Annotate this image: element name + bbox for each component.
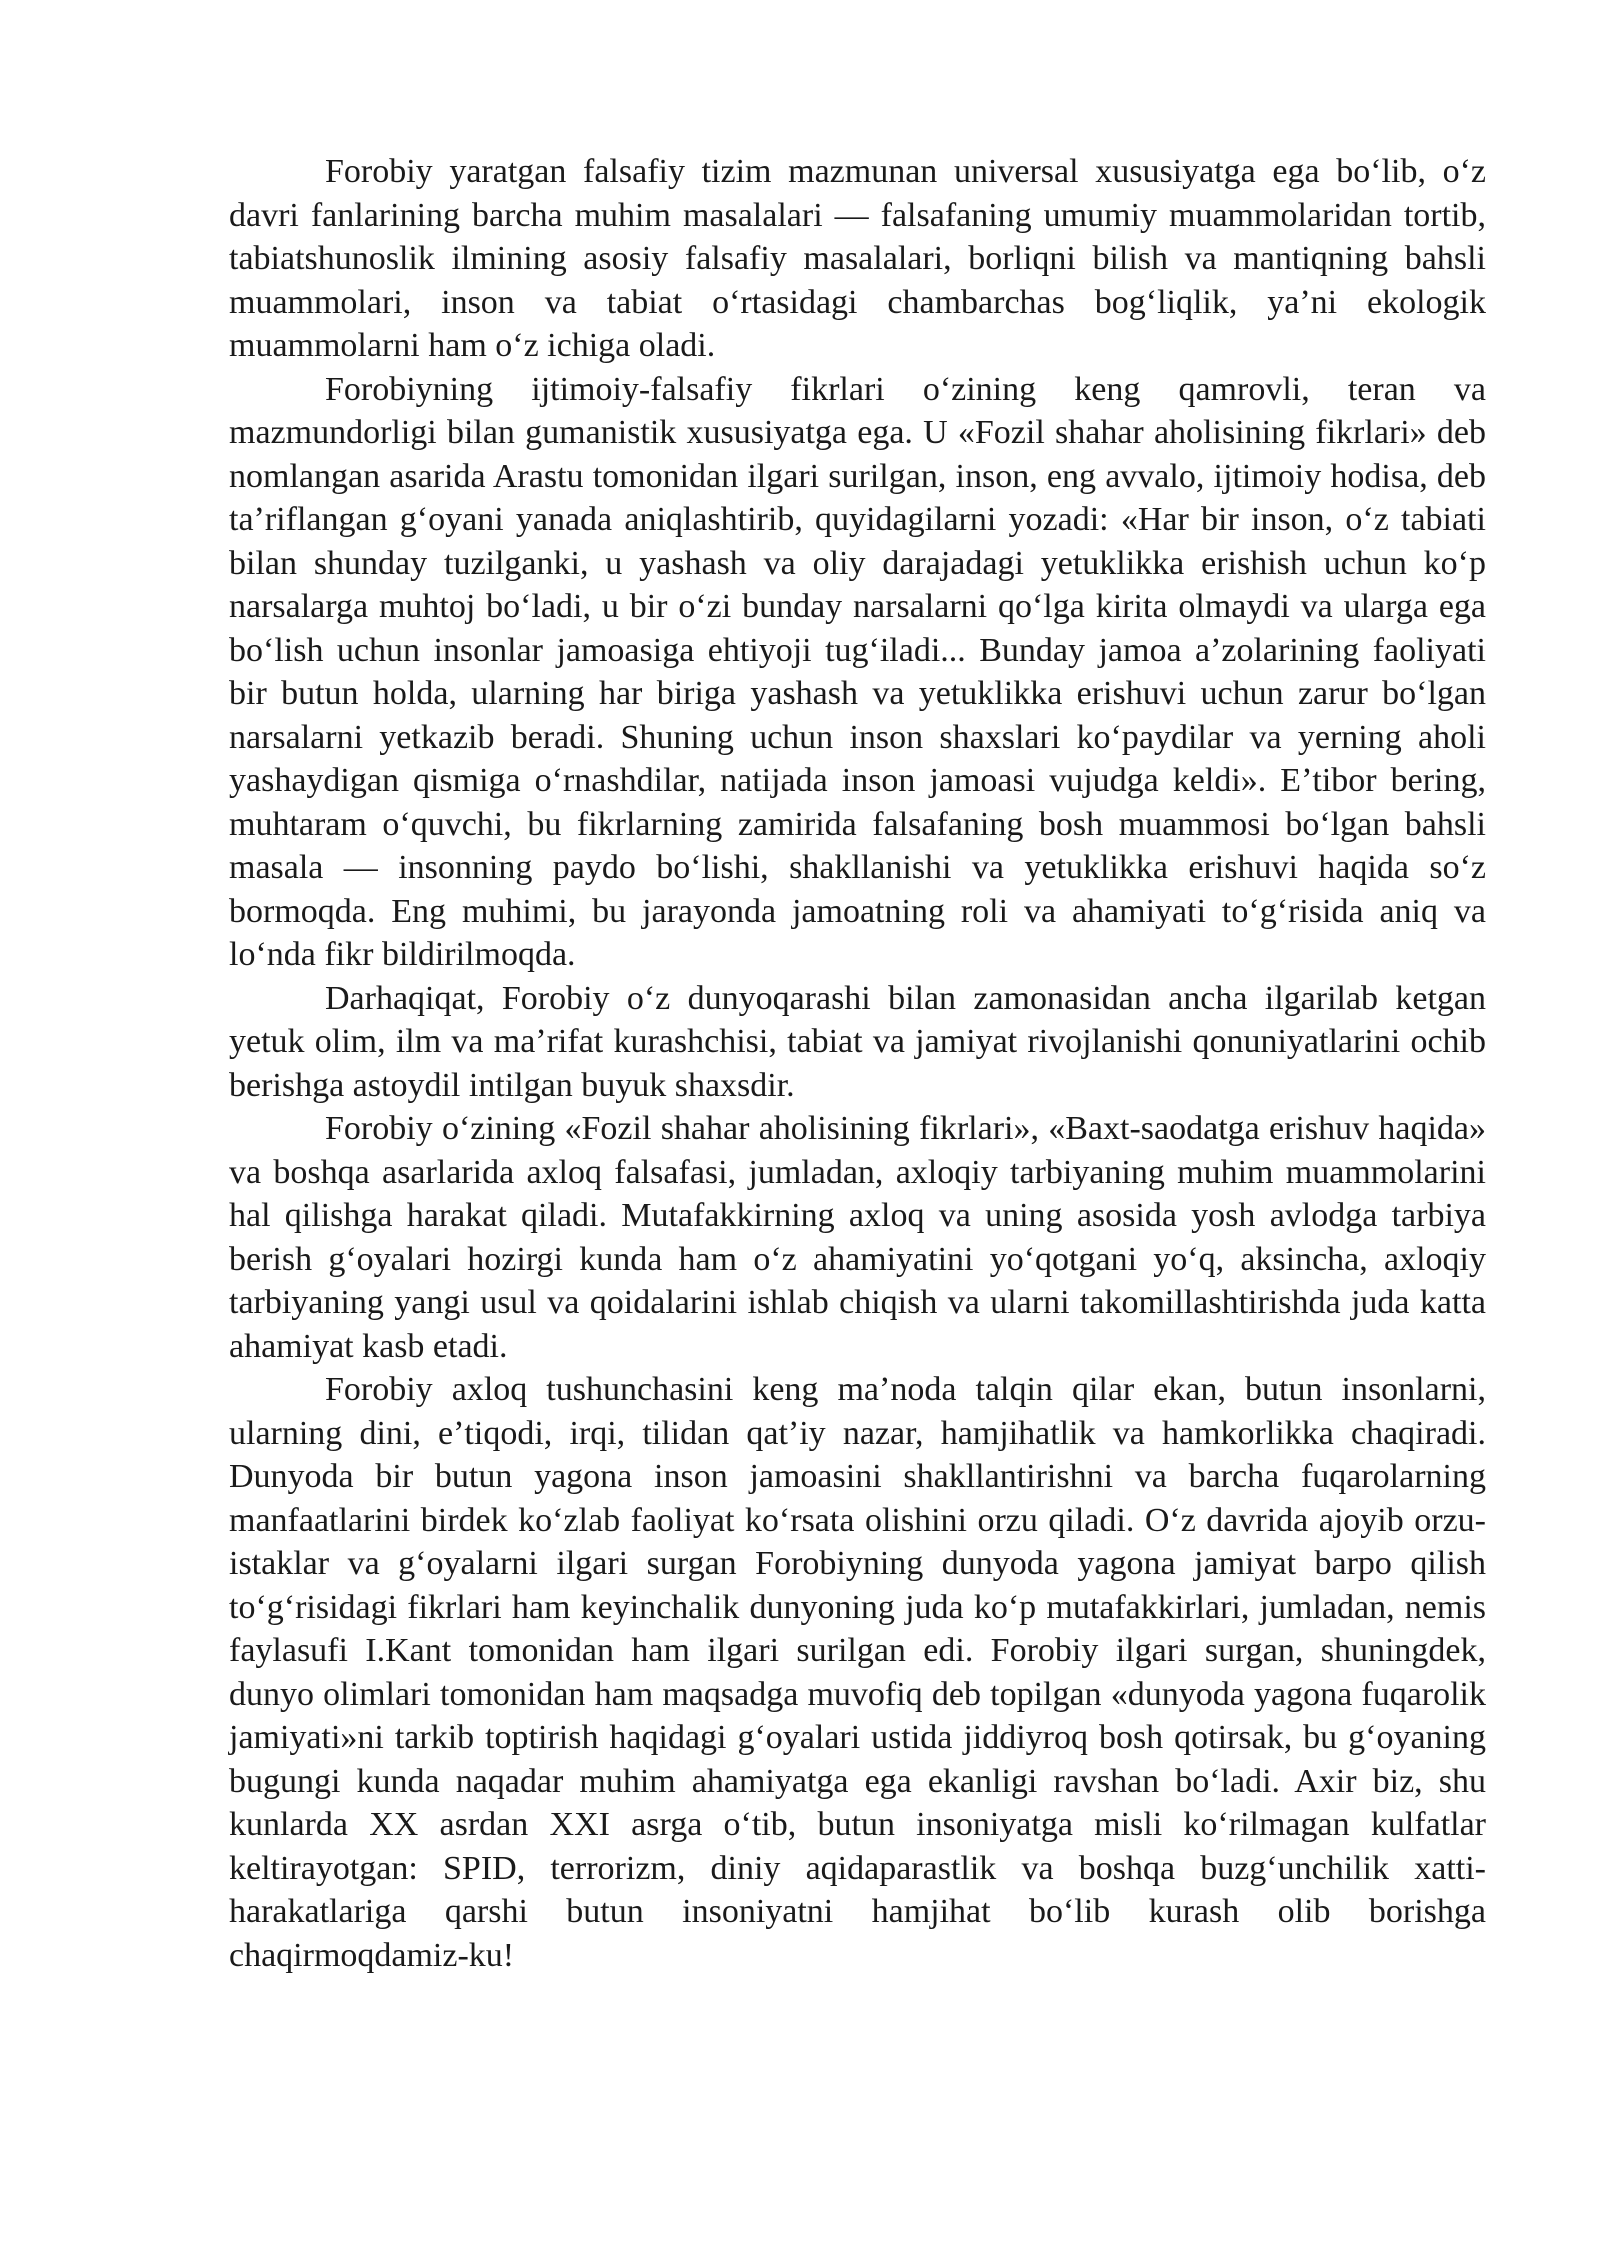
paragraph: Darhaqiqat, Forobiy oʻz dunyoqarashi bilan zamonasidan ancha ilgarilab ketgan yetuk olim, ilm va maʼrifat kurashchisi, tabiat va jamiyat rivojlanishi qonuniyatlarini ochib berishga astoydil intilgan buyuk shaxsdir.: [229, 979, 1486, 1104]
document-page: [229, 150, 1486, 1977]
paragraph: Forobiy yaratgan falsafiy tizim mazmunan universal xususiyatga ega boʻlib, oʻz davri fanlarining barcha muhim masalalari — falsafaning umumiy muammolaridan tortib, tabiatshunoslik ilmining asosiy falsafiy masalalari, borliqni bilish va mantiqning bahsli muammolari, inson va tabiat oʻrtasidagi chambarchas bogʻliqlik, yaʼni ekologik muammolarni ham oʻz ichiga oladi.: [229, 153, 1486, 364]
paragraph: Forobiyning ijtimoiy-falsafiy fikrlari oʻzining keng qamrovli, teran va mazmundorligi bilan gumanistik xususiyatga ega. U «Fozil shahar aholisining fikrlari» deb nomlangan asarida Arastu tomonidan ilgari surilgan, inson, eng avvalo, ijtimoiy hodisa, deb taʼriflangan gʻoyani yanada aniqlashtirib, quyidagilarni yozadi: «Har bir inson, oʻz tabiati bilan shunday tuzilganki, u yashash va oliy darajadagi yetuklikka erishish uchun koʻp narsalarga muhtoj boʻladi, u bir oʻzi bunday narsalarni qoʻlga kirita olmaydi va ularga ega boʻlish uchun insonlar jamoasiga ehtiyoji tugʻiladi... Bunday jamoa aʼzolarining faoliyati bir butun holda, ularning har biriga yashash va yetuklikka erishuvi uchun zarur boʻlgan narsalarni yetkazib beradi. Shuning uchun inson shaxslari koʻpaydilar va yerning aholi yashaydigan qismiga oʻrnashdilar, natijada inson jamoasi vujudga keldi». Eʼtibor bering, muhtaram oʻquvchi, bu fikrlarning zamirida falsafaning bosh muammosi boʻlgan bahsli masala — insonning paydo boʻlishi, shakllanishi va yetuklikka erishuvi haqida soʻz bormoqda. Eng muhimi, bu jarayonda jamoatning roli va ahamiyati toʻgʻrisida aniq va loʻnda fikr bildirilmoqda.: [229, 370, 1486, 973]
paragraph: Forobiy oʻzining «Fozil shahar aholisining fikrlari», «Baxt-saodatga erishuv haqida» va boshqa asarlarida axloq falsafasi, jumladan, axloqiy tarbiyaning muhim muammolarini hal qilishga harakat qiladi. Mutafakkirning axloq va uning asosida yosh avlodga tarbiya berish gʻoyalari hozirgi kunda ham oʻz ahamiyatini yoʻqotgani yoʻq, aksincha, axloqiy tarbiyaning yangi usul va qoidalarini ishlab chiqish va ularni takomillashtirishda juda katta ahamiyat kasb etadi.: [229, 1110, 1486, 1365]
paragraph: Forobiy axloq tushunchasini keng maʼnoda talqin qilar ekan, butun insonlarni, ularning dini, eʼtiqodi, irqi, tilidan qatʼiy nazar, hamjihatlik va hamkorlikka chaqiradi. Dunyoda bir butun yagona inson jamoasini shakllantirishni va barcha fuqarolarning manfaatlarini birdek koʻzlab faoliyat koʻrsata olishini orzu qiladi. Oʻz davrida ajoyib orzu-istaklar va gʻoyalarni ilgari surgan Forobiyning dunyoda yagona jamiyat barpo qilish toʻgʻrisidagi fikrlari ham keyinchalik dunyoning juda koʻp mutafakkirlari, jumladan, nemis faylasufi I.Kant tomonidan ham ilgari surilgan edi. Forobiy ilgari surgan, shuningdek, dunyo olimlari tomonidan ham maqsadga muvofiq deb topilgan «dunyoda yagona fuqarolik jamiyati»ni tarkib toptirish haqidagi gʻoyalari ustida jiddiyroq bosh qotirsak, bu gʻoyaning bugungi kunda naqadar muhim ahamiyatga ega ekanligi ravshan boʻladi. Axir biz, shu kunlarda XX asrdan XXI asrga oʻtib, butun insoniyatga misli koʻrilmagan kulfatlar keltirayotgan: SPID, terrorizm, diniy aqidaparastlik va boshqa buzgʻunchilik xatti-harakatlariga qarshi butun insoniyatni hamjihat boʻlib kurash olib borishga chaqirmoqdamiz-ku!: [229, 1371, 1486, 1974]
